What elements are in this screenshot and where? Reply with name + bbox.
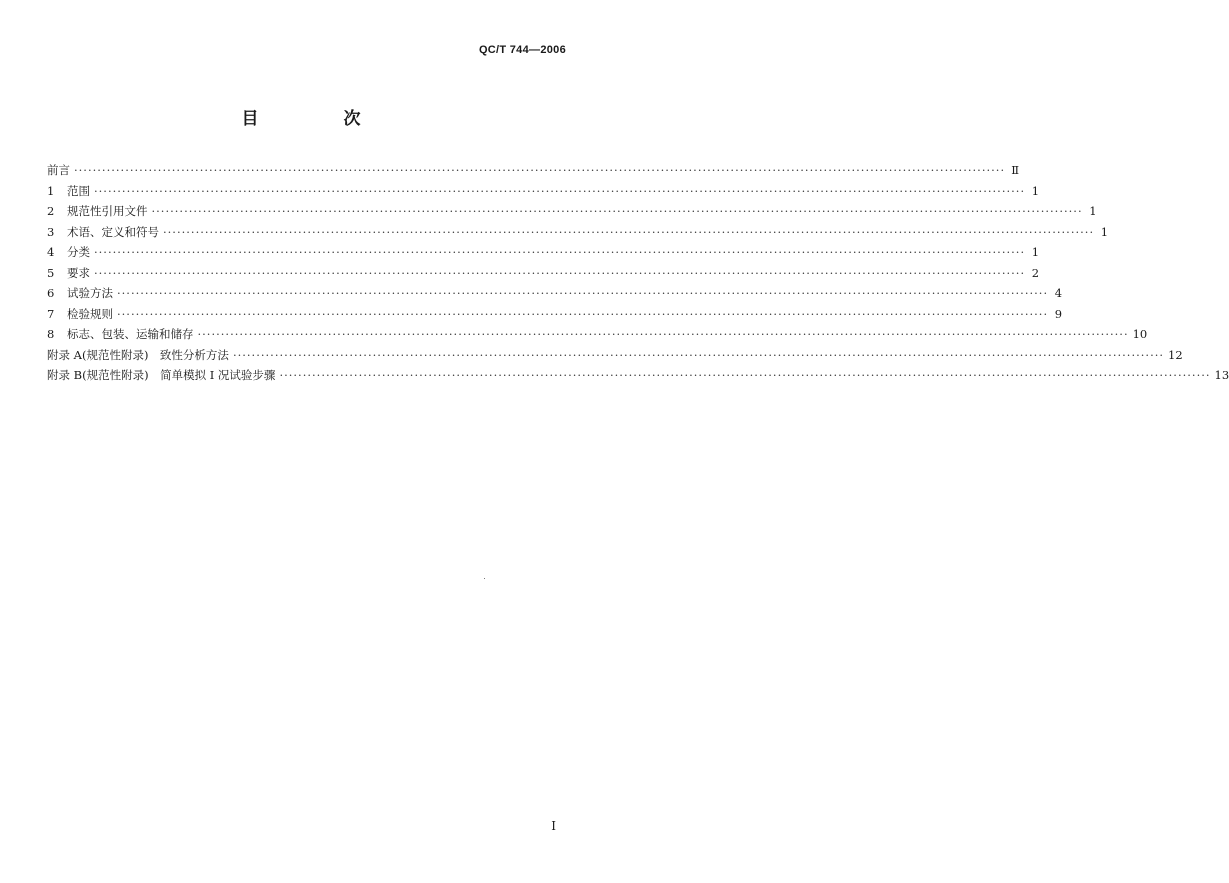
toc-entry-title: 分类 xyxy=(67,245,90,259)
toc-entry-title: 附录 B(规范性附录) 简单模拟 I 况试验步骤 xyxy=(47,368,276,382)
toc-leader-dots: ········································································································································································································ xyxy=(74,163,1006,177)
toc-entry-number: 3 xyxy=(47,224,55,239)
toc-entry[interactable] xyxy=(47,324,1148,345)
toc-entry[interactable] xyxy=(47,181,1040,202)
toc-entry-page: 9 xyxy=(1054,306,1063,321)
toc-leader-dots: ········································································································································································································ xyxy=(94,265,1026,280)
toc-entry-title: 术语、定义和符号 xyxy=(67,224,159,239)
toc-entry-page: 1 xyxy=(1031,245,1040,259)
toc-entry[interactable] xyxy=(47,201,1097,222)
toc-entry-number: 6 xyxy=(47,286,55,300)
toc-leader-dots: ········································································································································································································ xyxy=(117,286,1049,300)
toc-entry-number: 1 xyxy=(47,183,55,198)
toc-leader-dots: ········································································································································································································ xyxy=(94,245,1026,259)
toc-entry-page: 2 xyxy=(1031,265,1040,280)
toc-leader-dots: ········································································································································································································ xyxy=(163,224,1095,239)
toc-entry-number: 2 xyxy=(47,204,55,218)
toc-entry-page: 4 xyxy=(1054,286,1063,300)
toc-entry[interactable] xyxy=(47,242,1040,263)
toc-entry[interactable] xyxy=(47,345,1183,366)
toc-leader-dots: ········································································································································································································ xyxy=(151,204,1083,218)
toc-entry-page: 12 xyxy=(1168,347,1183,362)
toc-leader-dots: ········································································································································································································ xyxy=(117,306,1049,321)
toc-leader-dots: ········································································································································································································ xyxy=(197,327,1129,341)
toc-entry-title: 标志、包装、运输和储存 xyxy=(67,327,194,341)
toc-entry-page: Ⅱ xyxy=(1011,163,1020,177)
toc-leader-dots: ········································································································································································································ xyxy=(94,183,1026,198)
toc-entry-title: 前言 xyxy=(47,163,70,177)
toc-entry[interactable] xyxy=(47,263,1040,284)
toc-entry-title: 范围 xyxy=(67,183,90,198)
scan-speck xyxy=(484,578,485,579)
toc-entry[interactable] xyxy=(47,160,1020,181)
toc-entry-page: 1 xyxy=(1089,204,1097,218)
page-number: I xyxy=(551,819,556,833)
toc-entry[interactable] xyxy=(47,304,1063,325)
toc-entry[interactable] xyxy=(47,283,1063,304)
toc-entry-title: 要求 xyxy=(67,265,90,280)
toc-entry[interactable] xyxy=(47,365,1229,386)
toc-entry-page: 1 xyxy=(1031,183,1040,198)
table-of-contents xyxy=(47,160,1229,386)
toc-entry-title: 试验方法 xyxy=(67,286,113,300)
toc-leader-dots: ········································································································································································································ xyxy=(232,347,1165,362)
toc-entry[interactable] xyxy=(47,222,1109,243)
toc-leader-dots: ········································································································································································································ xyxy=(279,368,1211,382)
toc-entry-number: 4 xyxy=(47,245,55,259)
toc-entry-title: 检验规则 xyxy=(67,306,113,321)
standard-code: QC/T 744—2006 xyxy=(478,44,566,56)
page-title: 目 次 xyxy=(241,109,395,129)
toc-entry-title: 规范性引用文件 xyxy=(67,204,148,218)
toc-entry-number: 8 xyxy=(47,327,55,341)
toc-entry-title: 附录 A(规范性附录) 致性分析方法 xyxy=(47,347,229,362)
toc-entry-page: 1 xyxy=(1100,224,1109,239)
toc-entry-number: 5 xyxy=(47,265,55,280)
toc-entry-page: 13 xyxy=(1214,368,1229,382)
toc-entry-page: 10 xyxy=(1132,327,1148,341)
toc-entry-number: 7 xyxy=(47,306,55,321)
